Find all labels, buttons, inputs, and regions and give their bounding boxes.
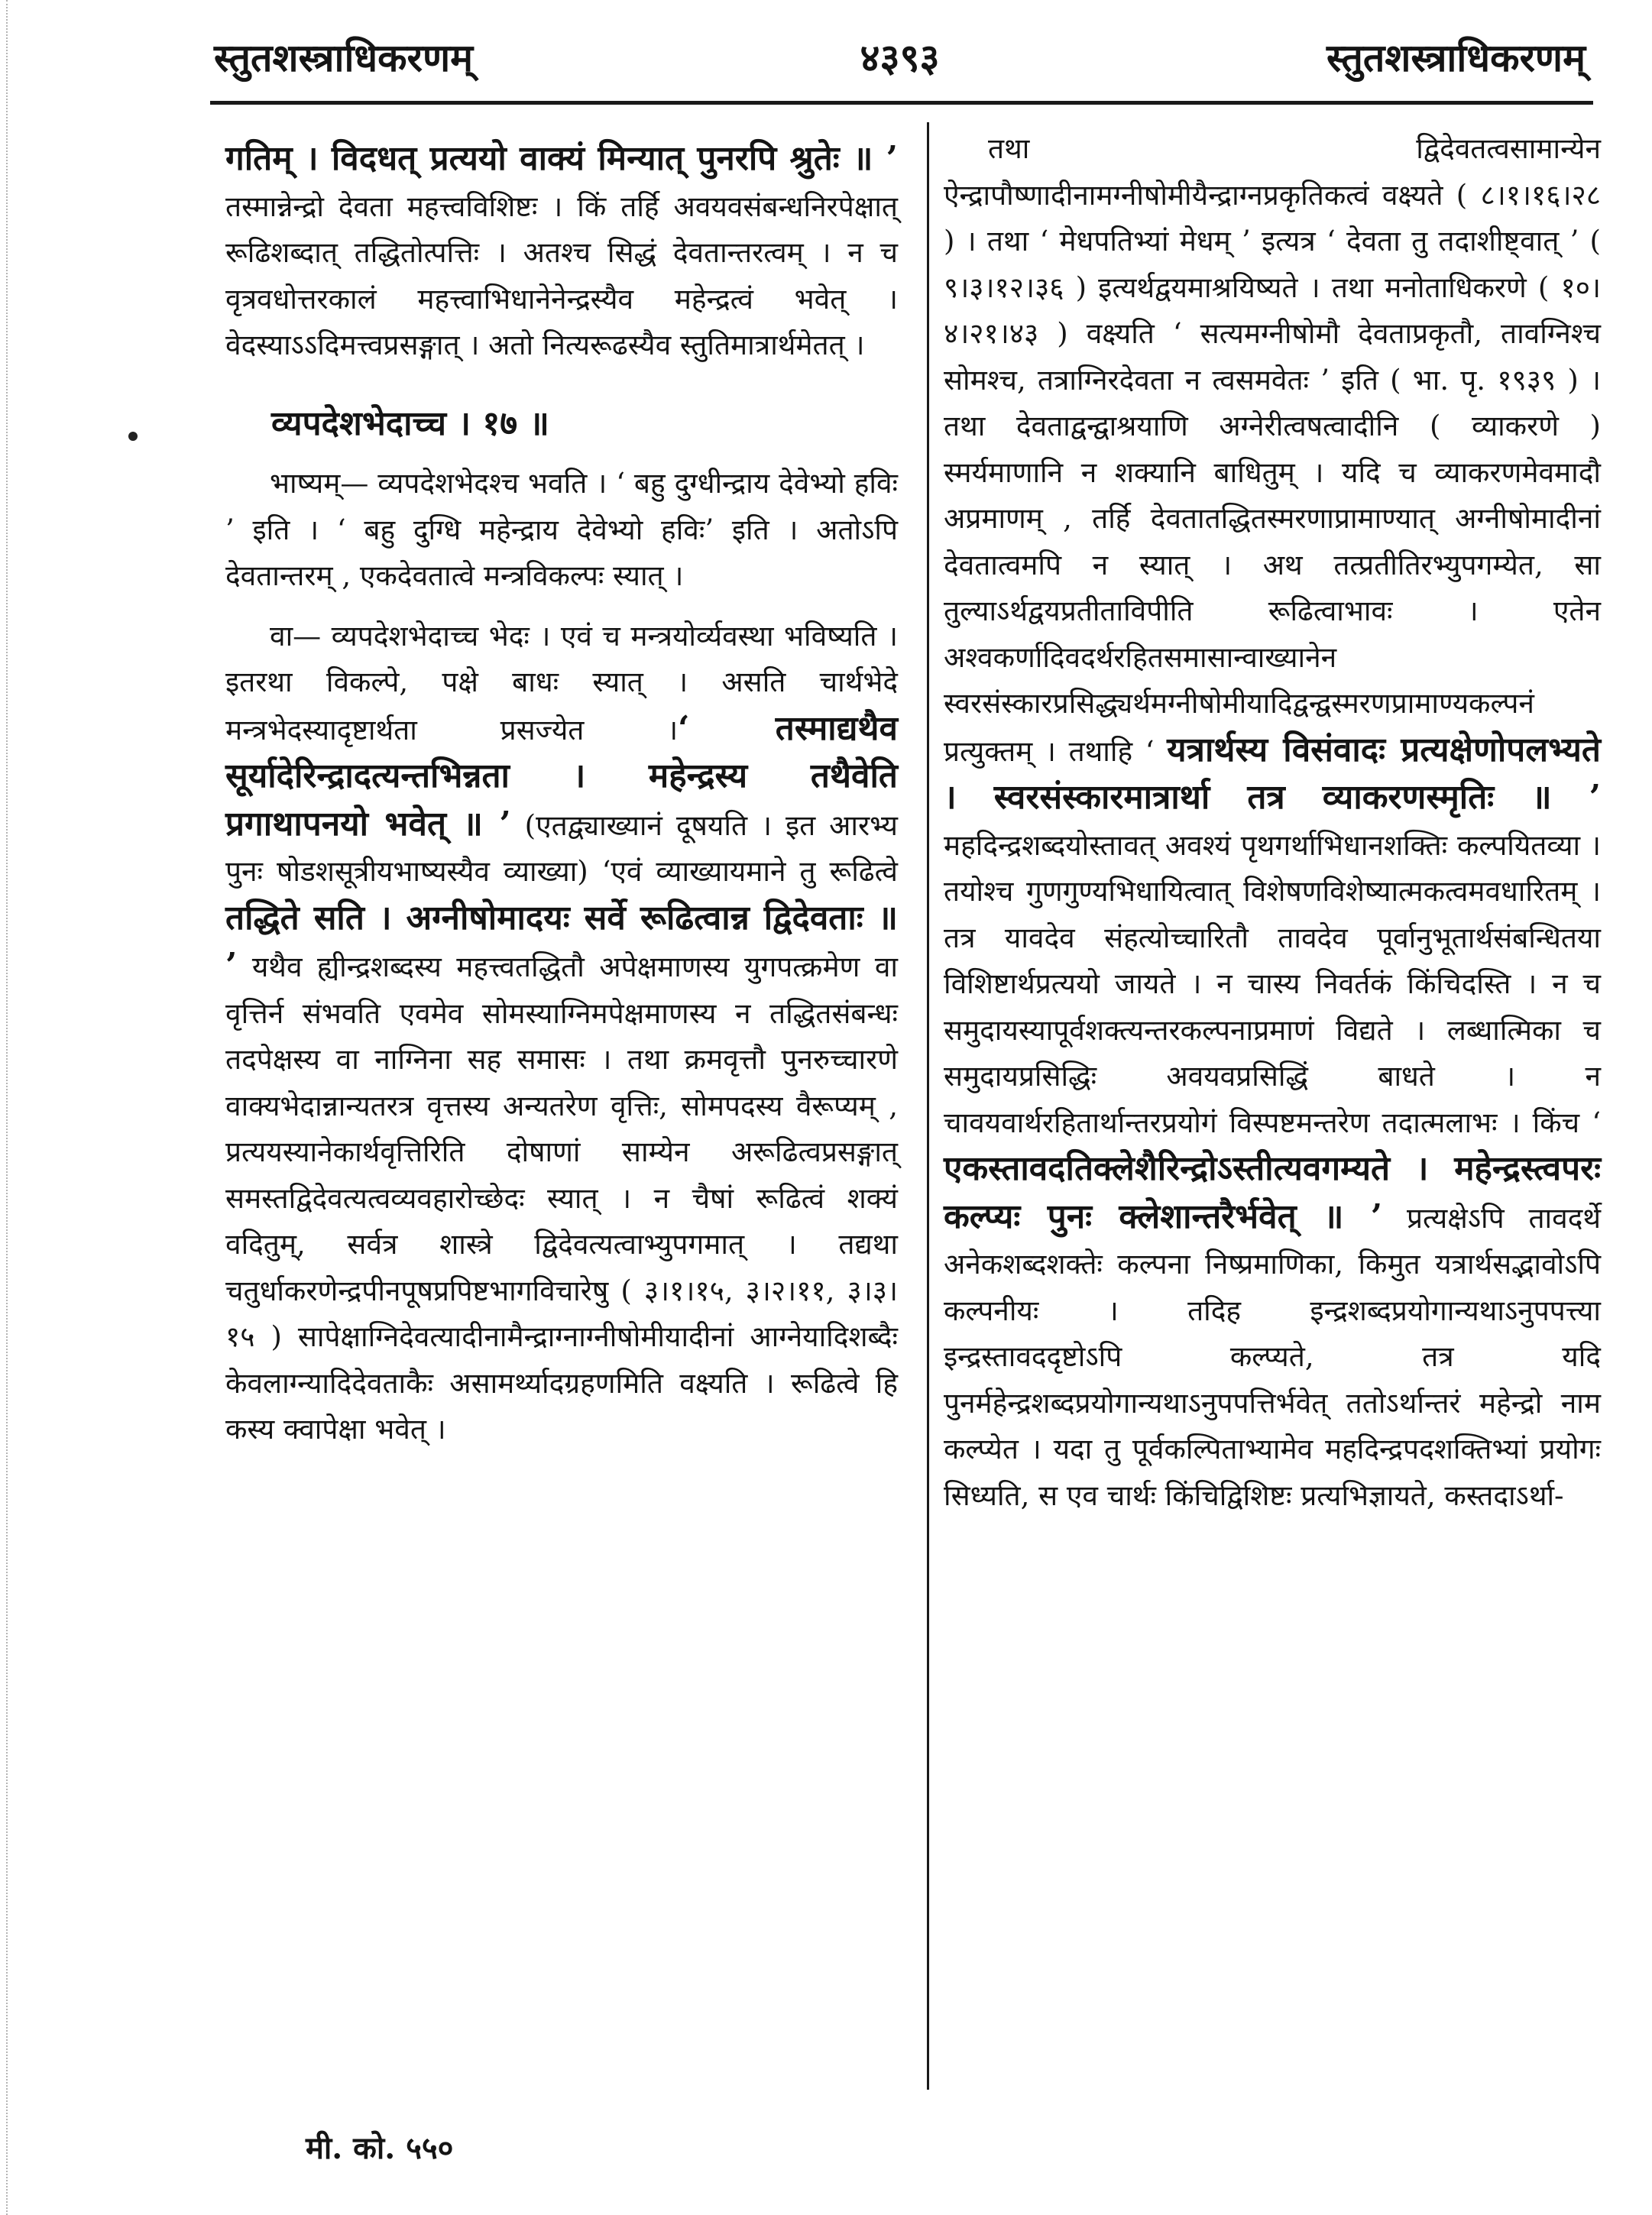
right-paragraph <box>944 126 1601 1519</box>
margin-dot <box>128 432 138 441</box>
running-title-left: स्तुतशस्त्राधिकरणम् <box>214 35 474 80</box>
right-column <box>944 126 1601 1519</box>
footer-signature: मी. को. ५५० <box>306 2130 454 2166</box>
header-rule <box>210 101 1593 105</box>
verse-quote: तद्धिते सति । अग्नीषोमादयः सर्वे रूढित्वान्न द्विदेवताः ॥ ’ <box>225 898 898 985</box>
bhashya-paragraph: भाष्यम्— व्यपदेशभेदश्च भवति । ‘ बहु दुग्धीन्द्राय देवेभ्यो हविः ’ इति । ‘ बहु दुग्धि महेन्द्राय देवेभ्यो हविः’ इति । अतोऽपि देवतान्तरम् , एकदेवतात्वे मन्त्रविकल्पः स्यात् । <box>225 467 898 592</box>
page-header <box>214 31 1586 84</box>
page-number: ४३९३ <box>860 35 940 80</box>
verse-quote: ‘ तस्माद्यथैव सूर्यादेरिन्द्रादत्यन्तभिन्नता । महेन्द्रस्य तथैवेति प्रगाथापनयो भवेत् ॥ ’ <box>225 708 898 844</box>
commentary-text: वा— व्यपदेशभेदाच्च भेदः । एवं च मन्त्रयोर्व्यवस्था भविष्यति । इतरथा विकल्पे, पक्षे बाधः स्यात् । असति चार्थभेदे मन्त्रभेदस्यादृष्टार्थता प्रसज्येत । <box>225 619 898 746</box>
commentary-text: यथैव ह्यीन्द्रशब्दस्य महत्त्वतद्धितौ अपेक्षमाणस्य युगपत्क्रमेण वा वृत्तिर्न संभवति एवमेव सोमस्याग्निमपेक्षमाणस्य न तद्धितसंबन्धः तदपेक्षस्य वा नाग्निना सह समासः । तथा क्रमवृत्तौ पुनरुच्चारणे वाक्यभेदान्नान्यतरत्र वृत्तस्य अन्यतरेण वृत्तिः, सोमपदस्य वैरूप्यम् , प्रत्ययस्यानेकार्थवृत्तिरिति दोषाणां साम्येन अरूढित्वप्रसङ्गात् समस्तद्विदेवत्यत्वव्यवहारोच्छेदः स्यात् । न चैषां रूढित्वं शक्यं वदितुम्, सर्वत्र शास्त्रे द्विदेवत्यत्वाभ्युपगमात् । तद्यथा चतुर्धाकरणेन्द्रपीनपूषप्रपिष्टभागविचारेषु ( ३।१।१५, ३।२।११, ३।३।१५ ) सापेक्षाग्निदेवत्यादीनामैन्द्राग्नाग्नीषोमीयादीनां आग्नेयादिशब्दैः केवलाग्न्यादिदेवताकैः असामर्थ्यादग्रहणमिति वक्ष्यति । रूढित्वे हि कस्य क्वापेक्षा भवेत् । <box>225 950 898 1446</box>
left-column <box>225 136 898 1453</box>
commentary-text: प्रत्यक्षेऽपि तावदर्थे अनेकशब्दशक्तेः कल्पना निष्प्रमाणिका, किमुत यत्रार्थसद्भावोऽपि कल्पनीयः । तदिह इन्द्रशब्दप्रयोगान्यथाऽनुपपत्त्या इन्द्रस्तावददृष्टोऽपि कल्प्यते, तत्र यदि पुनर्महेन्द्रशब्दप्रयोगान्यथाऽनुपपत्तिर्भवेत् ततोऽर्थान्तरं महेन्द्रो नाम कल्प्येत । यदा तु पूर्वकल्पिताभ्यामेव महदिन्द्रपदशक्तिभ्यां प्रयोगः सिध्यति, स एव चार्थः किंचिद्विशिष्टः प्रत्यभिज्ञायते, कस्तदाऽर्था- <box>944 1201 1601 1512</box>
scan-edge-artifact <box>6 0 12 2215</box>
commentary-text: तथा द्विदेवतत्वसामान्येन ऐन्द्रापौष्णादीनामग्नीषोमीयैन्द्राग्नप्रकृतिकत्वं वक्ष्यते ( ८।१।१६।२८ ) । तथा ‘ मेधपतिभ्यां मेधम् ’ इत्यत्र ‘ देवता तु तदाशीष्ट्वात् ’ ( ९।३।१२।३६ ) इत्यर्थद्वयमाश्रयिष्यते । तथा मनोताधिकरणे ( १०।४।२१।४३ ) वक्ष्यति ‘ सत्यमग्नीषोमौ देवताप्रकृतौ, तावग्निश्च सोमश्च, तत्राग्निरदेवता न त्वसमवेतः ’ इति ( भा. पृ. १९३९ ) । तथा देवताद्वन्द्वाश्रयाणि अग्नेरीत्वषत्वादीनि ( व्याकरणे ) स्मर्यमाणानि न शक्यानि बाधितुम् । यदि च व्याकरणमेवमादौ अप्रमाणम् , तर्हि देवतातद्धितस्मरणाप्रामाण्यात् अग्नीषोमादीनां देवतात्वमपि न स्यात् । अथ तत्प्रतीतिरभ्युपगम्येत, सा तुल्याऽर्थद्वयप्रतीताविपीति रूढित्वाभावः । एतेन अश्वकर्णादिवदर्थरहितसमासान्वाख्यानेन स्वरसंस्कारप्रसिद्ध्यर्थमग्नीषोमीयादिद्वन्द्वस्मरणप्रामाण्यकल्पनं प्रत्युक्तम् । तथाहि ‘ <box>944 132 1601 768</box>
running-title-right: स्तुतशस्त्राधिकरणम् <box>1326 35 1586 80</box>
commentary-text: तस्मान्नेन्द्रो देवता महत्त्वविशिष्टः । किं तर्हि अवयवसंबन्धनिरपेक्षात् रूढिशब्दात् तद्धितोत्पत्तिः । अतश्च सिद्धं देवतान्तरत्वम् । न च वृत्रवधोत्तरकालं महत्त्वाभिधानेनेन्द्रस्यैव महेन्द्रत्वं भवेत् । वेदस्याऽऽदिमत्त्वप्रसङ्गात् । अतो नित्यरूढस्यैव स्तुतिमात्रार्थमेतत् । <box>225 189 898 361</box>
sutra-heading: व्यपदेशभेदाच्च । १७ ॥ <box>271 403 549 443</box>
verse-quote: यत्रार्थस्य विसंवादः प्रत्यक्षेणोपलभ्यते । स्वरसंस्कारमात्रार्था तत्र व्याकरणस्मृतिः ॥ ’ <box>944 730 1602 817</box>
verse-quote: गतिम् । विदधत् प्रत्ययो वाक्यं मिन्यात् पुनरपि श्रुतेः ॥ ’ <box>225 139 898 178</box>
column-divider <box>927 122 929 2090</box>
vartika-paragraph <box>225 614 898 1453</box>
verse-quote: एकस्तावदतिक्लेशैरिन्द्रोऽस्तीत्यवगम्यते । महेन्द्रस्त्वपरः कल्प्यः पुनः क्लेशान्तरैर्भवेत् ॥ ’ <box>944 1149 1601 1236</box>
left-paragraph-1 <box>225 136 898 369</box>
commentary-text: महदिन्द्रशब्दयोस्तावत् अवश्यं पृथगर्थाभिधानशक्तिः कल्पयितव्या । तयोश्च गुणगुण्यभिधायित्वात् विशेषणविशेष्यात्मकत्वमवधारितम् । तत्र यावदेव संहत्योच्चारितौ तावदेव पूर्वानुभूतार्थसंबन्धितया विशिष्टार्थप्रत्ययो जायते । न चास्य निवर्तकं किंचिदस्ति । न च समुदायस्यापूर्वशक्त्यन्तरकल्पनाप्रमाणं विद्यते । लब्धात्मिका च समुदायप्रसिद्धिः अवयवप्रसिद्धिं बाधते । न चावयवार्थरहितार्थान्तरप्रयोगं विस्पष्टमन्तरेण तदात्मलाभः । किंच ‘ <box>944 828 1601 1139</box>
commentary-text: (एतद्व्याख्यानं दूषयति । इत आरभ्य पुनः षोडशसूत्रीयभाष्यस्यैव व्याख्या) ‘एवं व्याख्यायमाने तु रूढित्वे <box>225 808 898 888</box>
